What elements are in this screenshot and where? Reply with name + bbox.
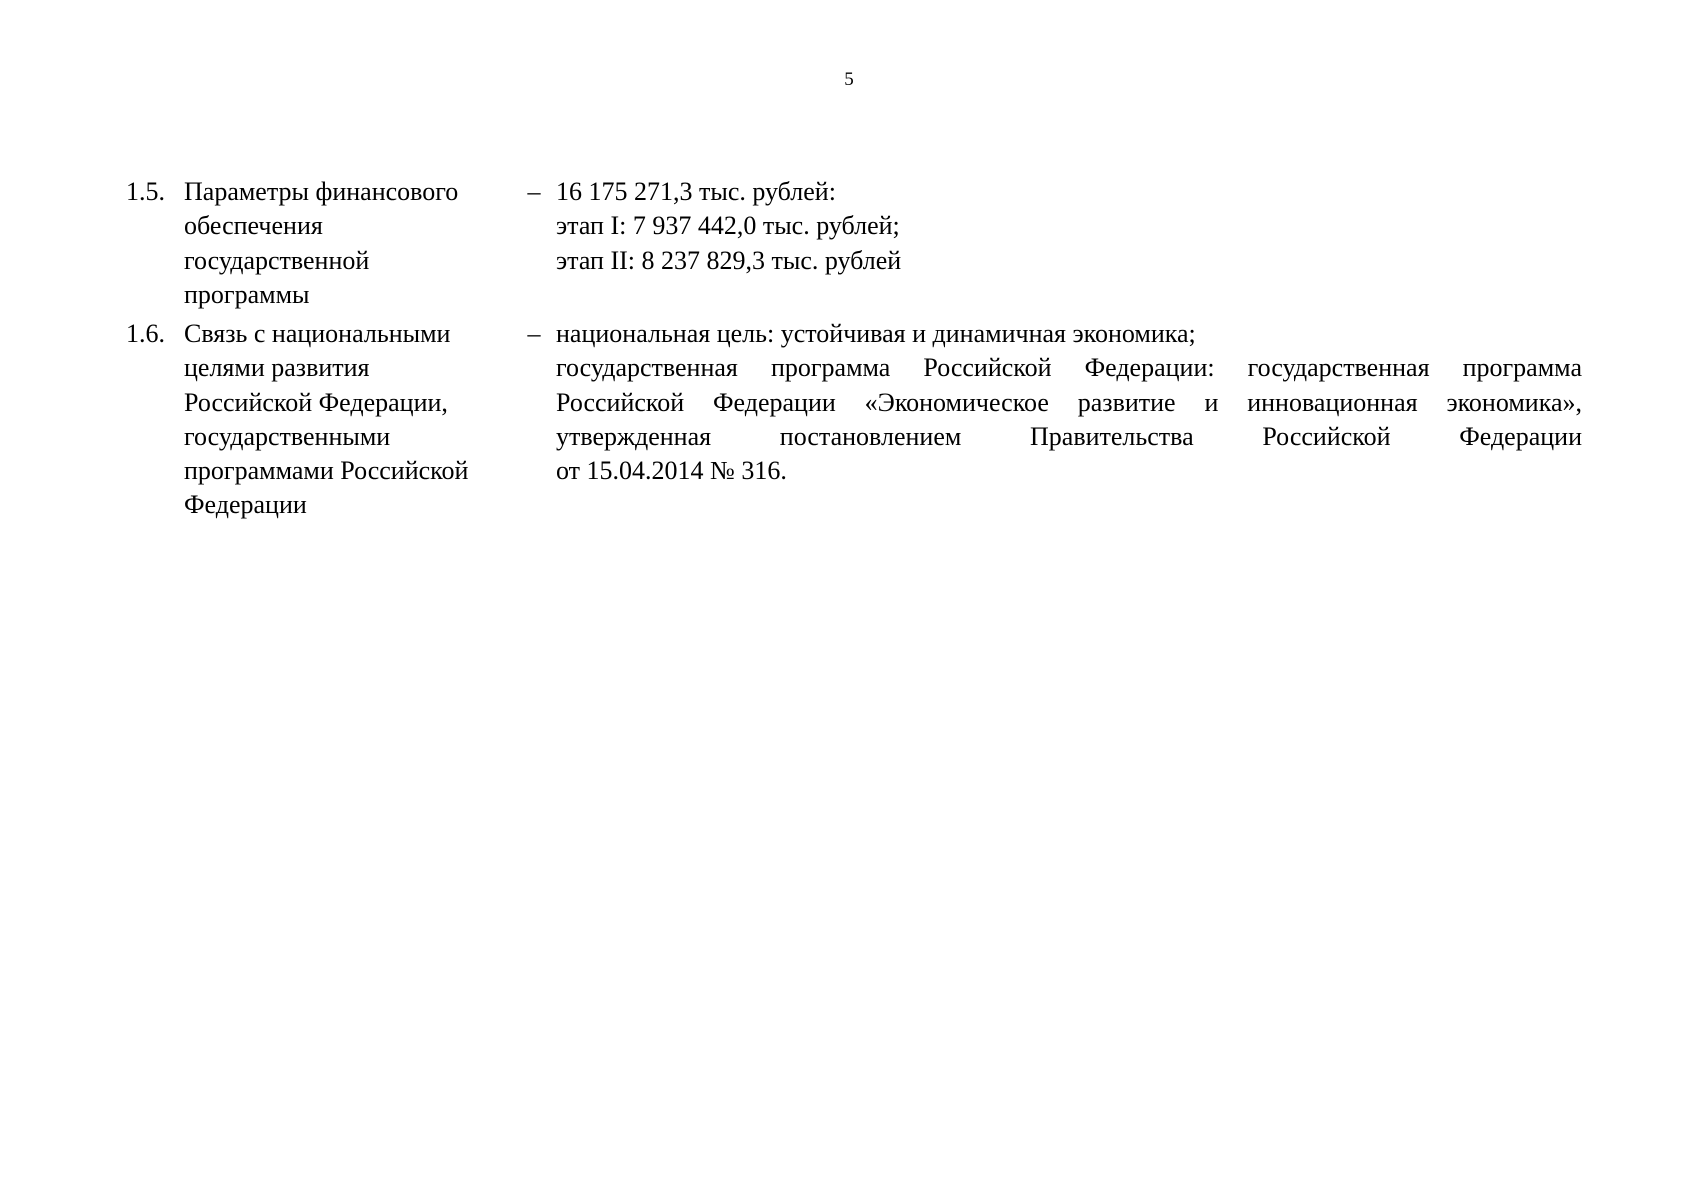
section-value	[556, 317, 1582, 488]
value-line-program: государственная программа Российской Федерации: государственная программа	[556, 353, 1582, 383]
separator-dash: –	[527, 319, 541, 348]
label-line: Связь с национальными	[184, 319, 451, 348]
value-line-stage-2: этап II: 8 237 829,3 тыс. рублей	[556, 245, 902, 275]
label-line: Параметры финансового	[184, 177, 459, 206]
label-line: Российской Федерации,	[184, 387, 448, 417]
page-number: 5	[844, 69, 854, 90]
value-line-national-goal: национальная цель: устойчивая и динамичная экономика;	[556, 319, 1196, 348]
label-line: программами Российской	[184, 456, 469, 486]
value-line-decree-date: от 15.04.2014 № 316.	[556, 456, 787, 486]
separator-dash: –	[527, 177, 541, 206]
label-line: целями развития	[184, 353, 370, 383]
label-line: Федерации	[184, 490, 307, 520]
value-line-approved: утвержденная постановлением Правительства Российской Федерации	[556, 421, 1582, 451]
section-value	[556, 175, 1582, 278]
section-number: 1.5.	[126, 177, 165, 206]
value-line-stage-1: этап I: 7 937 442,0 тыс. рублей;	[556, 211, 900, 241]
label-line: программы	[184, 279, 310, 309]
label-line: государственными	[184, 421, 391, 451]
value-line-program-title: Российской Федерации «Экономическое развитие и инновационная экономика»,	[556, 387, 1582, 417]
section-label	[184, 175, 514, 312]
label-line: государственной	[184, 245, 370, 275]
section-number: 1.6.	[126, 319, 165, 348]
value-line-total: 16 175 271,3 тыс. рублей:	[556, 177, 836, 206]
section-label	[184, 317, 514, 523]
label-line: обеспечения	[184, 211, 323, 241]
